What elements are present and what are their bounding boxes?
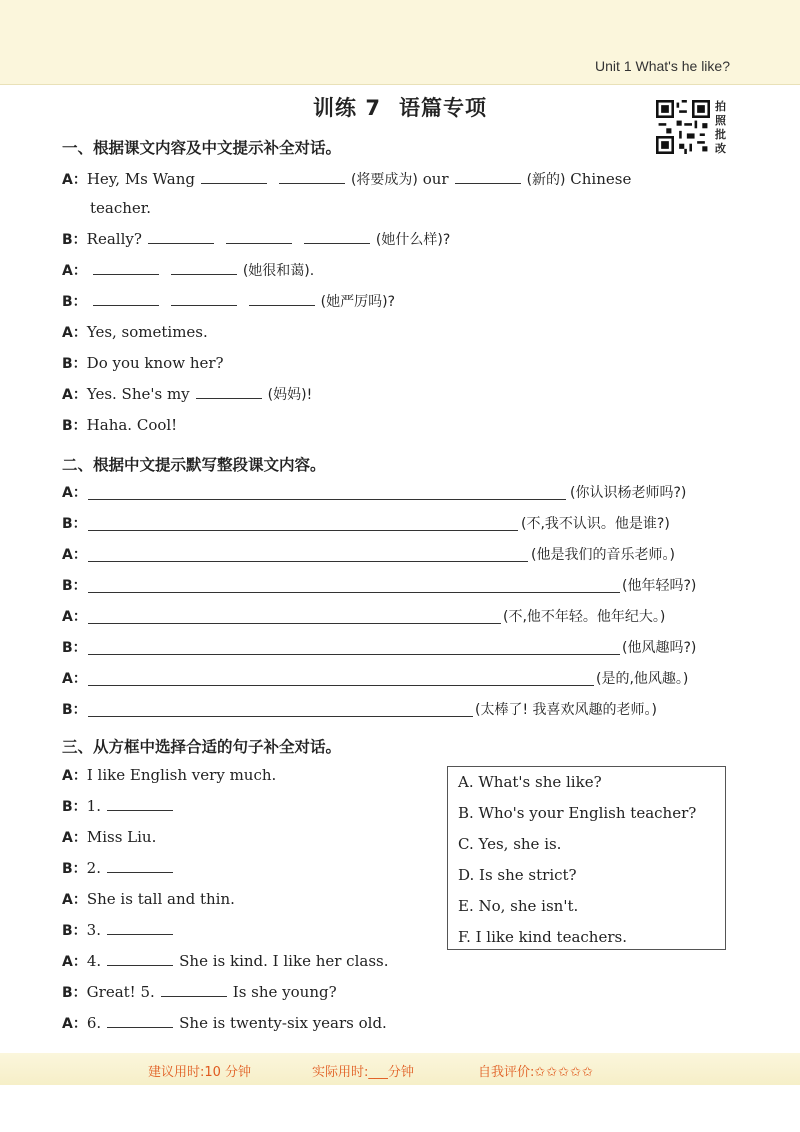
writing-line[interactable] bbox=[88, 530, 518, 531]
answer-blank[interactable] bbox=[93, 291, 159, 306]
answer-blank[interactable] bbox=[107, 951, 173, 966]
answer-blank[interactable] bbox=[171, 291, 237, 306]
section3-heading: 三、从方框中选择合适的句子补全对话。 bbox=[62, 738, 342, 756]
answer-blank[interactable] bbox=[107, 796, 173, 811]
option-a: A. What's she like? bbox=[458, 773, 602, 791]
writing-line[interactable] bbox=[88, 561, 528, 562]
answer-blank[interactable] bbox=[304, 229, 370, 244]
rating-stars-icon[interactable]: ✩✩✩✩✩ bbox=[534, 1065, 594, 1080]
speaker-label: A： bbox=[62, 485, 87, 501]
dialogue-line: B：Great! 5. Is she young? bbox=[62, 983, 337, 1001]
answer-blank[interactable] bbox=[107, 920, 173, 935]
speaker-label: B： bbox=[62, 578, 87, 594]
answer-blank[interactable] bbox=[196, 384, 262, 399]
dialogue-line: A：4. She is kind. I like her class. bbox=[62, 952, 389, 970]
dialogue-line: A：Hey, Ms Wang (将要成为) our (新的) Chinese bbox=[62, 170, 632, 188]
speaker-label: A： bbox=[62, 671, 87, 687]
writing-line[interactable] bbox=[88, 654, 620, 655]
chinese-hint: (你认识杨老师吗?) bbox=[570, 485, 687, 501]
dialogue-line: B：2. bbox=[62, 857, 179, 879]
answer-blank[interactable] bbox=[279, 169, 345, 184]
chinese-hint: (不,他不年轻。他年纪大。) bbox=[503, 609, 666, 625]
answer-blank[interactable] bbox=[201, 169, 267, 184]
speaker-label: B： bbox=[62, 640, 87, 656]
unit-title: Unit 1 What's he like? bbox=[595, 58, 730, 74]
dialogue-line: A：Miss Liu. bbox=[62, 828, 157, 846]
answer-blank[interactable] bbox=[93, 260, 159, 275]
option-b: B. Who's your English teacher? bbox=[458, 804, 697, 822]
dialogue-line: B：Haha. Cool! bbox=[62, 416, 178, 434]
self-evaluation: 自我评价:✩✩✩✩✩ bbox=[478, 1065, 594, 1080]
chinese-hint: (不,我不认识。他是谁?) bbox=[521, 516, 670, 532]
dialogue-line: A：6. She is twenty-six years old. bbox=[62, 1014, 387, 1032]
answer-blank[interactable] bbox=[455, 169, 521, 184]
answer-blank[interactable] bbox=[107, 1013, 173, 1028]
dialogue-line: A：I like English very much. bbox=[62, 766, 277, 784]
writing-line[interactable] bbox=[88, 685, 594, 686]
writing-line[interactable] bbox=[88, 623, 501, 624]
answer-blank[interactable] bbox=[226, 229, 292, 244]
dialogue-line: teacher. bbox=[90, 199, 152, 217]
chinese-hint: (他年轻吗?) bbox=[622, 578, 697, 594]
title-number: 训练 7 bbox=[313, 96, 381, 120]
dialogue-line: A：Yes, sometimes. bbox=[62, 323, 208, 341]
chinese-hint: (他风趣吗?) bbox=[622, 640, 697, 656]
qr-label: 拍 照 批 改 bbox=[715, 100, 726, 155]
dialogue-line: B：3. bbox=[62, 919, 179, 941]
chinese-hint: (是的,他风趣。) bbox=[596, 671, 689, 687]
suggested-time: 建议用时:10 分钟 bbox=[148, 1065, 252, 1080]
speaker-label: A： bbox=[62, 609, 87, 625]
section1-heading: 一、根据课文内容及中文提示补全对话。 bbox=[62, 139, 342, 157]
option-d: D. Is she strict? bbox=[458, 866, 577, 884]
actual-time: 实际用时:___分钟 bbox=[312, 1065, 414, 1080]
dialogue-line: B：Really? (她什么样)? bbox=[62, 230, 451, 248]
speaker-label: A： bbox=[62, 547, 87, 563]
qr-code-icon[interactable] bbox=[656, 100, 710, 154]
option-c: C. Yes, she is. bbox=[458, 835, 562, 853]
dialogue-line: A： (她很和蔼). bbox=[62, 259, 314, 281]
dialogue-line: B：Do you know her? bbox=[62, 354, 224, 372]
option-e: E. No, she isn't. bbox=[458, 897, 579, 915]
answer-blank[interactable] bbox=[107, 858, 173, 873]
speaker-label: B： bbox=[62, 516, 87, 532]
dialogue-line: B： (她严厉吗)? bbox=[62, 290, 395, 312]
dialogue-line: A：She is tall and thin. bbox=[62, 890, 235, 908]
writing-line[interactable] bbox=[88, 592, 620, 593]
answer-blank[interactable] bbox=[171, 260, 237, 275]
answer-blank[interactable] bbox=[161, 982, 227, 997]
chinese-hint: (太棒了! 我喜欢风趣的老师。) bbox=[475, 702, 657, 718]
title-name: 语篇专项 bbox=[398, 96, 487, 120]
section2-heading: 二、根据中文提示默写整段课文内容。 bbox=[62, 456, 326, 474]
writing-line[interactable] bbox=[88, 716, 473, 717]
speaker-label: B： bbox=[62, 702, 87, 718]
page-header bbox=[0, 0, 800, 85]
answer-blank[interactable] bbox=[249, 291, 315, 306]
options-box bbox=[447, 766, 726, 950]
dialogue-line: A：Yes. She's my (妈妈)! bbox=[62, 385, 313, 403]
writing-line[interactable] bbox=[88, 499, 566, 500]
answer-blank[interactable] bbox=[148, 229, 214, 244]
option-f: F. I like kind teachers. bbox=[458, 928, 627, 946]
chinese-hint: (他是我们的音乐老师。) bbox=[531, 547, 675, 563]
dialogue-line: B：1. bbox=[62, 795, 179, 817]
